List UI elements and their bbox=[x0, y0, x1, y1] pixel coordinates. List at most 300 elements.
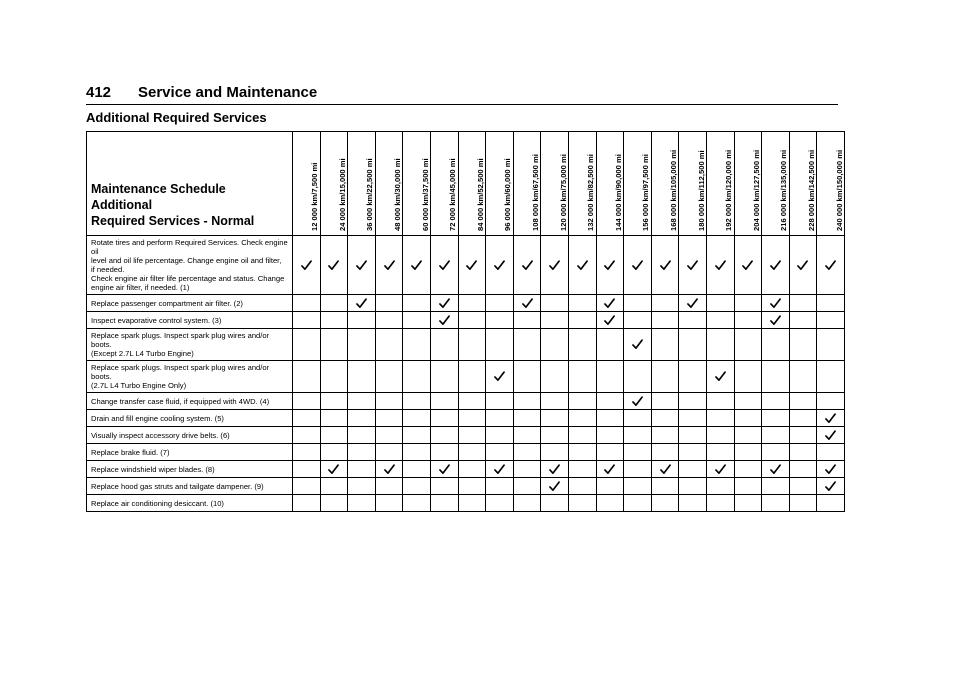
interval-cell bbox=[430, 495, 458, 512]
interval-cell bbox=[762, 444, 790, 461]
interval-cell bbox=[375, 393, 403, 410]
interval-cell bbox=[430, 329, 458, 361]
checkmark-icon bbox=[549, 260, 560, 271]
interval-cell bbox=[541, 461, 569, 478]
interval-cell bbox=[568, 410, 596, 427]
interval-cell bbox=[596, 427, 624, 444]
interval-cell bbox=[817, 444, 845, 461]
interval-cell bbox=[486, 410, 514, 427]
interval-cell bbox=[293, 461, 321, 478]
interval-cell bbox=[293, 444, 321, 461]
interval-cell bbox=[734, 329, 762, 361]
service-description bbox=[87, 312, 293, 329]
interval-cell bbox=[624, 295, 652, 312]
interval-cell bbox=[706, 393, 734, 410]
service-description-line: Replace windshield wiper blades. (8) bbox=[91, 464, 215, 474]
checkmark-icon bbox=[825, 481, 836, 492]
service-description-line: level and oil life percentage. Change engine oil and filter, bbox=[91, 256, 282, 265]
interval-cell bbox=[762, 393, 790, 410]
service-description-line: Inspect evaporative control system. (3) bbox=[91, 315, 222, 325]
service-description bbox=[87, 495, 293, 512]
service-description-line: Visually inspect accessory drive belts. (6) bbox=[91, 430, 230, 440]
interval-cell bbox=[651, 427, 679, 444]
interval-cell bbox=[293, 312, 321, 329]
checkmark-icon bbox=[715, 260, 726, 271]
checkmark-icon bbox=[687, 298, 698, 309]
interval-cell bbox=[568, 361, 596, 393]
subsection-title: Additional Required Services bbox=[86, 110, 267, 125]
interval-cell bbox=[734, 295, 762, 312]
interval-cell bbox=[706, 329, 734, 361]
table-header-row bbox=[87, 132, 845, 236]
interval-cell bbox=[789, 461, 817, 478]
interval-cell bbox=[817, 312, 845, 329]
interval-cell bbox=[375, 427, 403, 444]
interval-cell bbox=[734, 361, 762, 393]
interval-cell bbox=[734, 427, 762, 444]
interval-cell bbox=[762, 312, 790, 329]
interval-cell bbox=[541, 427, 569, 444]
checkmark-icon bbox=[439, 315, 450, 326]
service-description bbox=[87, 478, 293, 495]
interval-cell bbox=[596, 295, 624, 312]
interval-cell bbox=[817, 427, 845, 444]
table-row bbox=[87, 410, 845, 427]
interval-cell bbox=[679, 312, 707, 329]
interval-cell bbox=[486, 478, 514, 495]
interval-cell bbox=[624, 444, 652, 461]
interval-cell bbox=[762, 295, 790, 312]
interval-cell bbox=[403, 312, 431, 329]
interval-cell bbox=[568, 478, 596, 495]
table-row bbox=[87, 461, 845, 478]
interval-cell bbox=[596, 495, 624, 512]
interval-column-header: 36 000 km/22,500 mi bbox=[348, 132, 376, 236]
interval-cell bbox=[403, 427, 431, 444]
interval-column-header: 168 000 km/105,000 mi bbox=[651, 132, 679, 236]
table-row bbox=[87, 361, 845, 393]
checkmark-icon bbox=[715, 464, 726, 475]
interval-cell bbox=[320, 393, 348, 410]
interval-cell bbox=[375, 329, 403, 361]
checkmark-icon bbox=[604, 464, 615, 475]
interval-cell bbox=[789, 329, 817, 361]
checkmark-icon bbox=[549, 464, 560, 475]
interval-cell bbox=[513, 478, 541, 495]
interval-cell bbox=[513, 329, 541, 361]
interval-cell bbox=[458, 461, 486, 478]
interval-cell bbox=[403, 329, 431, 361]
interval-cell bbox=[486, 361, 514, 393]
interval-cell bbox=[679, 393, 707, 410]
checkmark-icon bbox=[770, 298, 781, 309]
interval-cell bbox=[348, 236, 376, 295]
checkmark-icon bbox=[439, 260, 450, 271]
interval-cell bbox=[734, 312, 762, 329]
interval-cell bbox=[513, 312, 541, 329]
interval-cell bbox=[706, 444, 734, 461]
service-description-line: Replace air conditioning desiccant. (10) bbox=[91, 498, 224, 508]
service-description bbox=[87, 361, 293, 393]
interval-cell bbox=[762, 478, 790, 495]
checkmark-icon bbox=[356, 260, 367, 271]
checkmark-icon bbox=[660, 260, 671, 271]
interval-cell bbox=[541, 393, 569, 410]
interval-cell bbox=[458, 495, 486, 512]
table-title bbox=[87, 132, 293, 236]
checkmark-icon bbox=[825, 413, 836, 424]
service-description-line: Replace hood gas struts and tailgate dampener. (9) bbox=[91, 481, 264, 491]
checkmark-icon bbox=[384, 464, 395, 475]
interval-cell bbox=[293, 478, 321, 495]
interval-cell bbox=[706, 495, 734, 512]
interval-cell bbox=[320, 236, 348, 295]
interval-cell bbox=[624, 461, 652, 478]
interval-cell bbox=[541, 236, 569, 295]
service-description bbox=[87, 236, 293, 295]
interval-cell bbox=[430, 478, 458, 495]
table-row bbox=[87, 444, 845, 461]
interval-cell bbox=[458, 312, 486, 329]
interval-cell bbox=[293, 393, 321, 410]
interval-cell bbox=[762, 236, 790, 295]
header-rule bbox=[86, 104, 838, 105]
interval-column-header: 204 000 km/127,500 mi bbox=[734, 132, 762, 236]
interval-cell bbox=[458, 393, 486, 410]
interval-cell bbox=[762, 495, 790, 512]
interval-cell bbox=[348, 329, 376, 361]
interval-cell bbox=[789, 236, 817, 295]
interval-cell bbox=[348, 312, 376, 329]
service-description-line: Replace passenger compartment air filter. (2) bbox=[91, 298, 243, 308]
checkmark-icon bbox=[494, 371, 505, 382]
interval-cell bbox=[430, 393, 458, 410]
table-body bbox=[87, 236, 845, 512]
interval-cell bbox=[706, 410, 734, 427]
interval-cell bbox=[458, 236, 486, 295]
interval-cell bbox=[375, 495, 403, 512]
service-description-line: Check engine air filter life percentage and status. Change bbox=[91, 274, 285, 283]
table-row bbox=[87, 312, 845, 329]
section-title: Service and Maintenance bbox=[138, 84, 318, 101]
interval-cell bbox=[486, 444, 514, 461]
checkmark-icon bbox=[301, 260, 312, 271]
interval-column-header: 108 000 km/67,500 mi bbox=[513, 132, 541, 236]
checkmark-icon bbox=[825, 430, 836, 441]
service-description-line: Replace brake fluid. (7) bbox=[91, 447, 170, 457]
interval-column-header: 240 000 km/150,000 mi bbox=[817, 132, 845, 236]
interval-cell bbox=[541, 295, 569, 312]
interval-cell bbox=[624, 312, 652, 329]
interval-cell bbox=[679, 444, 707, 461]
service-description-line: if needed. bbox=[91, 265, 125, 274]
service-description-line: Drain and fill engine cooling system. (5) bbox=[91, 413, 224, 423]
interval-cell bbox=[789, 312, 817, 329]
checkmark-icon bbox=[770, 315, 781, 326]
interval-cell bbox=[596, 236, 624, 295]
interval-cell bbox=[348, 461, 376, 478]
table-row bbox=[87, 478, 845, 495]
interval-cell bbox=[403, 361, 431, 393]
interval-cell bbox=[706, 312, 734, 329]
interval-column-header: 132 000 km/82,500 mi bbox=[568, 132, 596, 236]
interval-cell bbox=[541, 329, 569, 361]
interval-cell bbox=[734, 444, 762, 461]
interval-cell bbox=[679, 427, 707, 444]
interval-cell bbox=[430, 444, 458, 461]
interval-cell bbox=[541, 361, 569, 393]
interval-cell bbox=[817, 461, 845, 478]
interval-cell bbox=[486, 329, 514, 361]
interval-cell bbox=[375, 361, 403, 393]
checkmark-icon bbox=[604, 260, 615, 271]
checkmark-icon bbox=[494, 464, 505, 475]
interval-cell bbox=[513, 427, 541, 444]
interval-cell bbox=[706, 427, 734, 444]
interval-cell bbox=[679, 329, 707, 361]
interval-cell bbox=[320, 295, 348, 312]
interval-cell bbox=[568, 495, 596, 512]
table-row bbox=[87, 236, 845, 295]
interval-cell bbox=[348, 495, 376, 512]
interval-cell bbox=[596, 329, 624, 361]
checkmark-icon bbox=[328, 260, 339, 271]
interval-cell bbox=[403, 236, 431, 295]
interval-column-header: 144 000 km/90,000 mi bbox=[596, 132, 624, 236]
interval-cell bbox=[513, 361, 541, 393]
service-description-line: Replace spark plugs. Inspect spark plug wires and/or boots. bbox=[91, 331, 270, 349]
interval-cell bbox=[734, 495, 762, 512]
interval-cell bbox=[430, 236, 458, 295]
interval-cell bbox=[734, 461, 762, 478]
checkmark-icon bbox=[632, 260, 643, 271]
interval-cell bbox=[624, 329, 652, 361]
interval-cell bbox=[513, 236, 541, 295]
interval-cell bbox=[403, 410, 431, 427]
checkmark-icon bbox=[687, 260, 698, 271]
interval-column-header: 156 000 km/97,500 mi bbox=[624, 132, 652, 236]
interval-cell bbox=[458, 410, 486, 427]
interval-cell bbox=[320, 444, 348, 461]
table-row bbox=[87, 329, 845, 361]
service-description bbox=[87, 444, 293, 461]
checkmark-icon bbox=[604, 315, 615, 326]
interval-column-header: 192 000 km/120,000 mi bbox=[706, 132, 734, 236]
interval-cell bbox=[651, 312, 679, 329]
interval-cell bbox=[403, 478, 431, 495]
interval-cell bbox=[375, 461, 403, 478]
interval-column-header: 12 000 km/7,500 mi bbox=[293, 132, 321, 236]
interval-cell bbox=[789, 427, 817, 444]
interval-cell bbox=[568, 444, 596, 461]
interval-cell bbox=[679, 236, 707, 295]
service-description-line: engine air filter, if needed. (1) bbox=[91, 283, 190, 292]
checkmark-icon bbox=[770, 464, 781, 475]
interval-cell bbox=[706, 361, 734, 393]
interval-cell bbox=[651, 410, 679, 427]
interval-column-header: 48 000 km/30,000 mi bbox=[375, 132, 403, 236]
checkmark-icon bbox=[825, 464, 836, 475]
service-description-line: Rotate tires and perform Required Services. Check engine oil bbox=[91, 238, 288, 256]
checkmark-icon bbox=[384, 260, 395, 271]
interval-cell bbox=[789, 444, 817, 461]
interval-column-header: 228 000 km/142,500 mi bbox=[789, 132, 817, 236]
interval-cell bbox=[541, 495, 569, 512]
interval-cell bbox=[624, 495, 652, 512]
service-description bbox=[87, 410, 293, 427]
interval-cell bbox=[624, 478, 652, 495]
interval-cell bbox=[651, 393, 679, 410]
interval-cell bbox=[430, 461, 458, 478]
interval-cell bbox=[762, 427, 790, 444]
interval-cell bbox=[486, 495, 514, 512]
interval-cell bbox=[320, 410, 348, 427]
interval-cell bbox=[651, 361, 679, 393]
checkmark-icon bbox=[770, 260, 781, 271]
interval-cell bbox=[817, 478, 845, 495]
interval-cell bbox=[375, 295, 403, 312]
interval-cell bbox=[293, 329, 321, 361]
interval-cell bbox=[348, 478, 376, 495]
interval-cell bbox=[541, 312, 569, 329]
interval-cell bbox=[458, 295, 486, 312]
interval-cell bbox=[513, 461, 541, 478]
interval-cell bbox=[734, 478, 762, 495]
interval-cell bbox=[624, 393, 652, 410]
interval-cell bbox=[458, 329, 486, 361]
interval-cell bbox=[789, 295, 817, 312]
interval-cell bbox=[403, 444, 431, 461]
interval-cell bbox=[624, 236, 652, 295]
interval-cell bbox=[596, 312, 624, 329]
interval-cell bbox=[430, 361, 458, 393]
interval-cell bbox=[706, 478, 734, 495]
interval-cell bbox=[568, 393, 596, 410]
checkmark-icon bbox=[522, 298, 533, 309]
interval-cell bbox=[596, 361, 624, 393]
interval-cell bbox=[293, 427, 321, 444]
interval-cell bbox=[513, 495, 541, 512]
interval-cell bbox=[486, 393, 514, 410]
interval-cell bbox=[651, 495, 679, 512]
interval-cell bbox=[458, 361, 486, 393]
interval-cell bbox=[596, 478, 624, 495]
checkmark-icon bbox=[660, 464, 671, 475]
interval-cell bbox=[375, 312, 403, 329]
interval-column-header: 120 000 km/75,000 mi bbox=[541, 132, 569, 236]
checkmark-icon bbox=[439, 298, 450, 309]
interval-cell bbox=[789, 410, 817, 427]
interval-cell bbox=[375, 478, 403, 495]
interval-cell bbox=[430, 295, 458, 312]
checkmark-icon bbox=[577, 260, 588, 271]
interval-cell bbox=[817, 236, 845, 295]
interval-cell bbox=[651, 461, 679, 478]
interval-cell bbox=[430, 312, 458, 329]
service-description-line: Replace spark plugs. Inspect spark plug wires and/or boots. bbox=[91, 363, 270, 381]
interval-cell bbox=[817, 361, 845, 393]
interval-cell bbox=[734, 236, 762, 295]
interval-cell bbox=[513, 410, 541, 427]
interval-cell bbox=[568, 295, 596, 312]
service-description bbox=[87, 461, 293, 478]
interval-cell bbox=[375, 236, 403, 295]
interval-cell bbox=[651, 478, 679, 495]
checkmark-icon bbox=[632, 339, 643, 350]
service-description-line: Change transfer case fluid, if equipped with 4WD. (4) bbox=[91, 396, 270, 406]
checkmark-icon bbox=[439, 464, 450, 475]
interval-cell bbox=[348, 444, 376, 461]
interval-cell bbox=[679, 495, 707, 512]
interval-column-header: 60 000 km/37,500 mi bbox=[403, 132, 431, 236]
interval-cell bbox=[513, 444, 541, 461]
interval-cell bbox=[293, 361, 321, 393]
checkmark-icon bbox=[466, 260, 477, 271]
interval-cell bbox=[320, 495, 348, 512]
interval-cell bbox=[568, 329, 596, 361]
interval-cell bbox=[293, 236, 321, 295]
interval-cell bbox=[706, 295, 734, 312]
interval-cell bbox=[568, 427, 596, 444]
checkmark-icon bbox=[632, 396, 643, 407]
service-description bbox=[87, 393, 293, 410]
checkmark-icon bbox=[356, 298, 367, 309]
interval-cell bbox=[320, 461, 348, 478]
interval-cell bbox=[679, 295, 707, 312]
interval-cell bbox=[375, 410, 403, 427]
interval-cell bbox=[651, 329, 679, 361]
interval-cell bbox=[458, 427, 486, 444]
checkmark-icon bbox=[549, 481, 560, 492]
interval-cell bbox=[624, 410, 652, 427]
interval-cell bbox=[679, 461, 707, 478]
interval-cell bbox=[596, 444, 624, 461]
interval-cell bbox=[817, 393, 845, 410]
table-title-line: Required Services - Normal bbox=[91, 214, 255, 228]
interval-cell bbox=[789, 393, 817, 410]
interval-cell bbox=[293, 410, 321, 427]
table-row bbox=[87, 427, 845, 444]
interval-cell bbox=[403, 393, 431, 410]
interval-cell bbox=[817, 329, 845, 361]
interval-column-header: 216 000 km/135,000 mi bbox=[762, 132, 790, 236]
interval-cell bbox=[789, 478, 817, 495]
interval-cell bbox=[541, 478, 569, 495]
service-description bbox=[87, 427, 293, 444]
interval-cell bbox=[348, 295, 376, 312]
interval-cell bbox=[430, 410, 458, 427]
interval-cell bbox=[293, 295, 321, 312]
interval-cell bbox=[320, 361, 348, 393]
checkmark-icon bbox=[742, 260, 753, 271]
interval-cell bbox=[486, 427, 514, 444]
interval-cell bbox=[817, 495, 845, 512]
interval-cell bbox=[486, 236, 514, 295]
interval-column-header: 84 000 km/52,500 mi bbox=[458, 132, 486, 236]
interval-cell bbox=[596, 461, 624, 478]
interval-cell bbox=[513, 295, 541, 312]
interval-cell bbox=[541, 444, 569, 461]
checkmark-icon bbox=[494, 260, 505, 271]
interval-cell bbox=[348, 361, 376, 393]
service-description bbox=[87, 329, 293, 361]
service-description bbox=[87, 295, 293, 312]
interval-cell bbox=[348, 427, 376, 444]
interval-cell bbox=[762, 329, 790, 361]
table-row bbox=[87, 295, 845, 312]
interval-cell bbox=[348, 393, 376, 410]
service-description-line: (Except 2.7L L4 Turbo Engine) bbox=[91, 349, 194, 358]
